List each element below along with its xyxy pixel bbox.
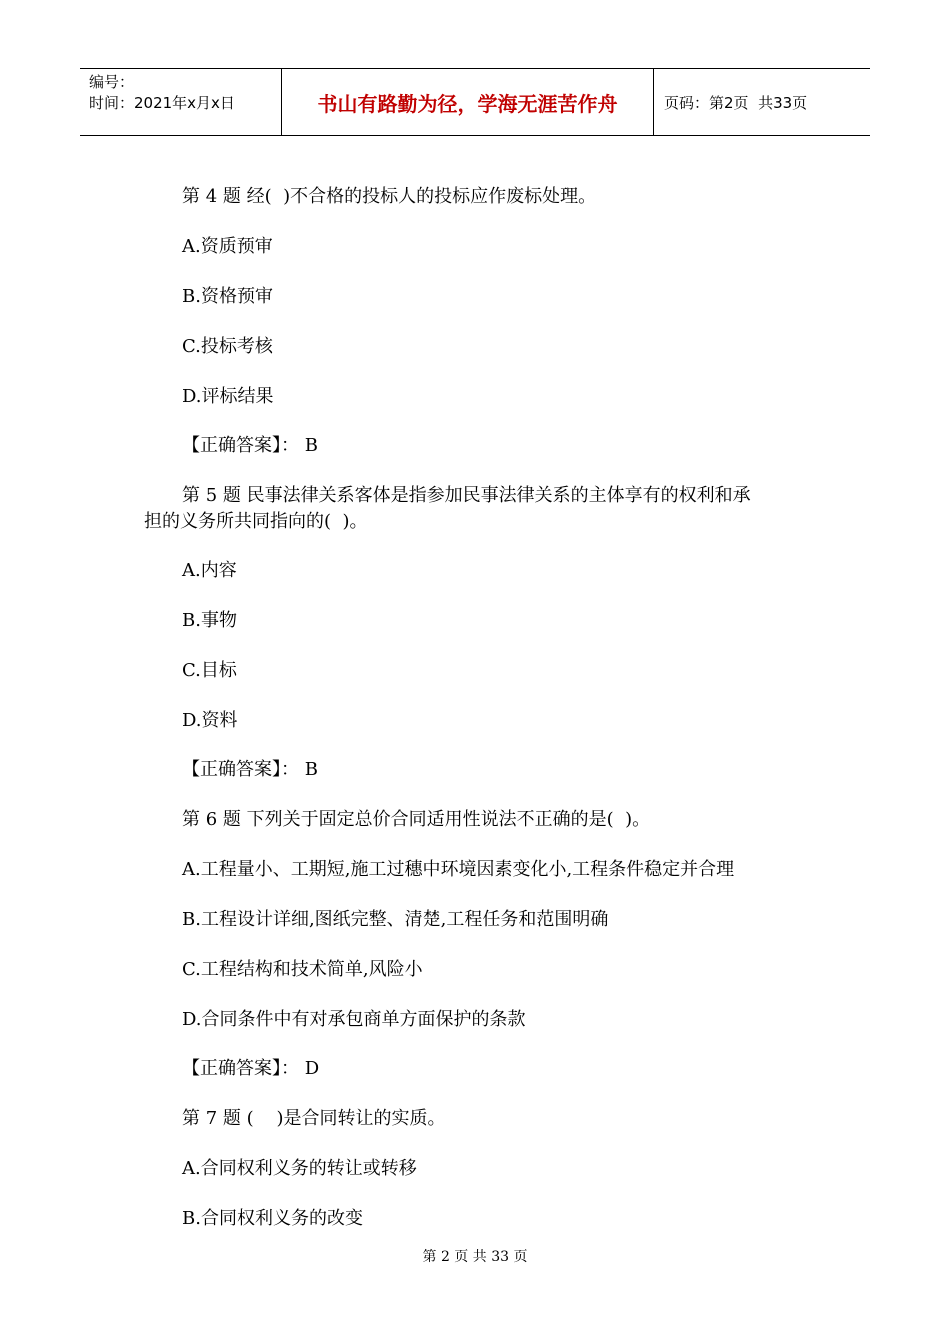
correct-answer: 【正确答案】： D (182, 1058, 320, 1079)
option-b: B.工程设计详细,图纸完整、清楚,工程任务和范围明确 (182, 909, 609, 930)
option-c: C.投标考核 (182, 336, 273, 357)
page-footer: 第 2 页 共 33 页 (422, 1249, 528, 1265)
question-stem-continued: 担的义务所共同指向的( )。 (144, 511, 368, 532)
document-number-label: 编号： (89, 73, 135, 91)
document-time-label: 时间：2021年x月x日 (89, 94, 235, 112)
option-d: D.资料 (182, 710, 238, 731)
option-a: A.资质预审 (182, 236, 273, 257)
correct-answer: 【正确答案】： B (182, 435, 318, 456)
option-d: D.评标结果 (182, 386, 274, 407)
option-d: D.合同条件中有对承包商单方面保护的条款 (182, 1009, 526, 1030)
question-stem: 第 4 题 经( )不合格的投标人的投标应作废标处理。 (182, 186, 597, 207)
option-c: C.目标 (182, 660, 237, 681)
option-b: B.资格预审 (182, 286, 273, 307)
option-b: B.事物 (182, 610, 237, 631)
header-meta (80, 69, 282, 135)
header-page-info: 页码：第2页 共33页 (664, 93, 808, 112)
question-stem: 第 7 题 ( )是合同转让的实质。 (182, 1108, 446, 1129)
option-b: B.合同权利义务的改变 (182, 1208, 363, 1229)
option-a: A.工程量小、工期短,施工过穗中环境因素变化小,工程条件稳定并合理 (182, 859, 735, 880)
correct-answer: 【正确答案】： B (182, 759, 318, 780)
header-motto: 书山有路勤为径，学海无涯苦作舟 (282, 69, 654, 135)
option-c: C.工程结构和技术简单,风险小 (182, 959, 423, 980)
option-a: A.内容 (182, 560, 237, 581)
option-a: A.合同权利义务的转让或转移 (182, 1158, 417, 1179)
question-stem: 第 5 题 民事法律关系客体是指参加民事法律关系的主体享有的权利和承 (182, 485, 751, 506)
page-header (80, 68, 870, 136)
question-stem: 第 6 题 下列关于固定总价合同适用性说法不正确的是( )。 (182, 809, 651, 830)
